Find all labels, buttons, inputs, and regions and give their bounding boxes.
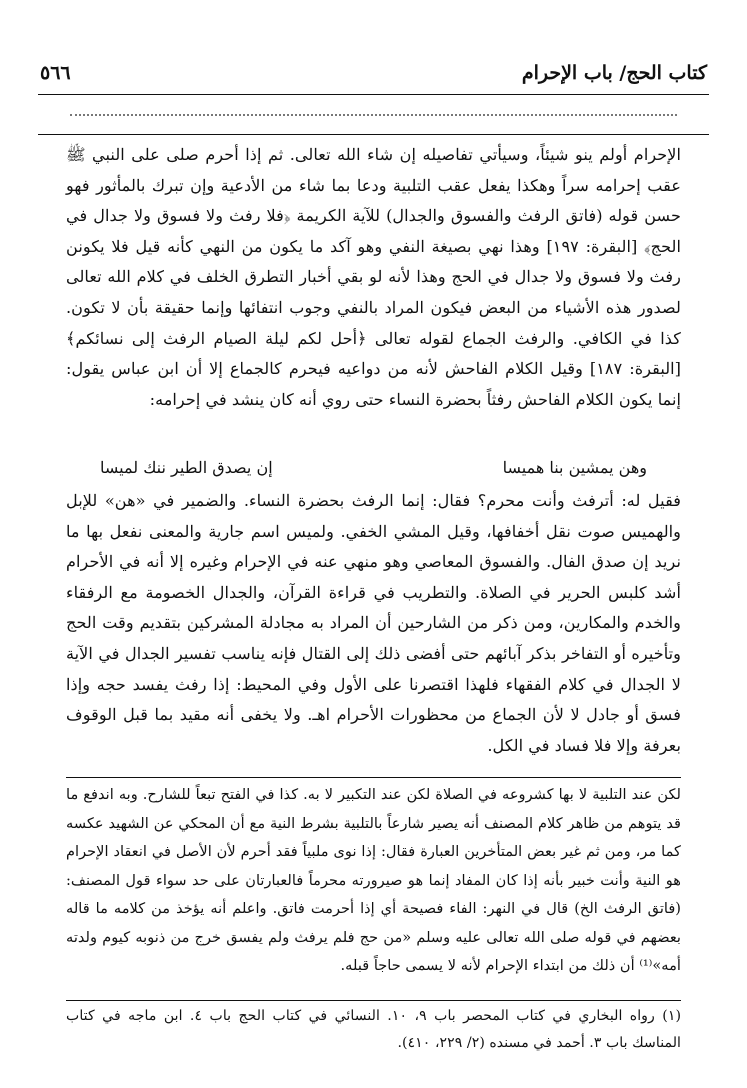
commentary-rule [66, 777, 681, 778]
main-text-block-2 [66, 486, 681, 761]
main-text-block [66, 140, 681, 415]
header-rule [38, 94, 709, 95]
poetry-verse [100, 454, 647, 484]
verse-hemistich-2: إن يصدق الطير ننك لميسا [100, 458, 273, 477]
text-top-rule [38, 134, 709, 135]
commentary-paragraph: لكن عند التلبية لا بها كشروعه في الصلاة لكن عند التكبير لا به. كذا في الفتح تبعاً للشارح. وبه اندفع ما قد يتوهم من ظاهر كلام المصنف أنه يصير شارعاً بالتلبية بشرط النية مع أن المحكي عن الشهيد عكسه كما مر، ومن ثم غير بعض المتأخرين العبارة فقال: إذا نوى ملبياً فقد أحرم لأن الأصل في انعقاد الإحرام هو النية وأنت خبير بأنه إذا كان المفاد إنما هو صيرورته محرماً فالعبارتان على حد سواء قول المصنف: (فاتق الرفث الخ) قال في النهر: الفاء فصيحة أي إذا أحرمت فاتق. واعلم أنه يؤخذ من كلامه ما قاله بعضهم في قوله صلى الله تعالى عليه وسلم «من حج فلم يرفث ولم يفسق خرج من ذنوبه كيوم ولدته أمه»⁽¹⁾ أن ذلك من ابتداء الإحرام لأنه لا يسمى حاجاً قبله. [66, 786, 681, 974]
running-title: كتاب الحج/ باب الإحرام [521, 62, 707, 84]
page-header [40, 62, 707, 92]
main-paragraph-2: فقيل له: أترفث وأنت محرم؟ فقال: إنما الرفث بحضرة النساء. والضمير في «هن» للإبل والهميس صوت نقل أخفافها، وقيل المشي الخفي. ولميس اسم جارية والمعنى نفعل بها ما نريد إن صدق الفال. والفسوق المعاصي وهو منهي عنه في الإحرام وغيره إلا أنه في الأحرام أشد كلبس الحرير في الصلاة. والتطريب في قراءة القرآن، والجدال الخصومة مع الرفقاء والخدم والمكارين، ومن ذكر من الشارحين أن المراد به مجادلة المشركين بتقديم وقت الحج وتأخيره أو التفاخر بذكر آبائهم حتى أفضى ذلك إلى القتال فإنه يناسب تفسير الجدال في الآية لا الجدال في كلام الفقهاء فلهذا اقتصرنا على الأول وفي المحيط: إذا رفث يفسد حجه وإذا فسق أو جادل لا لأن الجماع من محظورات الأحرام اهـ. ولا يخفى أنه مقيد بما قبل الوقوف بعرفة وإلا فلا فساد في الكل. [66, 491, 681, 755]
footnote-reference: (١) رواه البخاري في كتاب المحصر باب ٩، ١٠. النسائي في كتاب الحج باب ٤. ابن ماجه في كتاب المناسك باب ٣. أحمد في مسنده (٢/ ٢٢٩، ٤١٠). [66, 1008, 681, 1051]
page-number: ٥٦٦ [40, 62, 71, 84]
dotted-divider [70, 114, 677, 122]
footnote-rule [66, 1000, 681, 1001]
main-paragraph: الإحرام أولم ينو شيئاً، وسيأتي تفاصيله إن شاء الله تعالى. ثم إذا أحرم صلى على النبي ﷺ عقب إحرامه سراً وهكذا يفعل عقب التلبية ودعا بما شاء من الأدعية وإن تبرك بالمأثور فهو حسن قوله (فاتق الرفث والفسوق والجدال) للآية الكريمة ﴿فلا رفث ولا فسوق ولا جدال في الحج﴾ [البقرة: ١٩٧] وهذا نهي بصيغة النفي وهو آكد ما يكون من النهي كأنه قيل فلا يكونن رفث ولا فسوق ولا جدال في الحج وهذا لأنه لو بقي أخبار التطرق الخلف في كلام الله تعالى لصدور هذه الأشياء من البعض فيكون المراد بالنفي وجوب انتفائها وإنما حقيقة بأن لا تكون. كذا في الكافي. والرفث الجماع لقوله تعالى ﴿أحل لكم ليلة الصيام الرفث إلى نسائكم﴾ [البقرة: ١٨٧] وقيل الكلام الفاحش لأنه من دواعيه فيحرم كالجماع إلا أن ابن عباس يقول: إنما يكون الكلام الفاحش رفثاً بحضرة النساء حتى روي أنه كان ينشد في إحرامه: [66, 145, 681, 409]
footnote-block [66, 1003, 681, 1057]
verse-hemistich-1: وهن يمشين بنا هميسا [502, 458, 647, 477]
commentary-block [66, 781, 681, 981]
